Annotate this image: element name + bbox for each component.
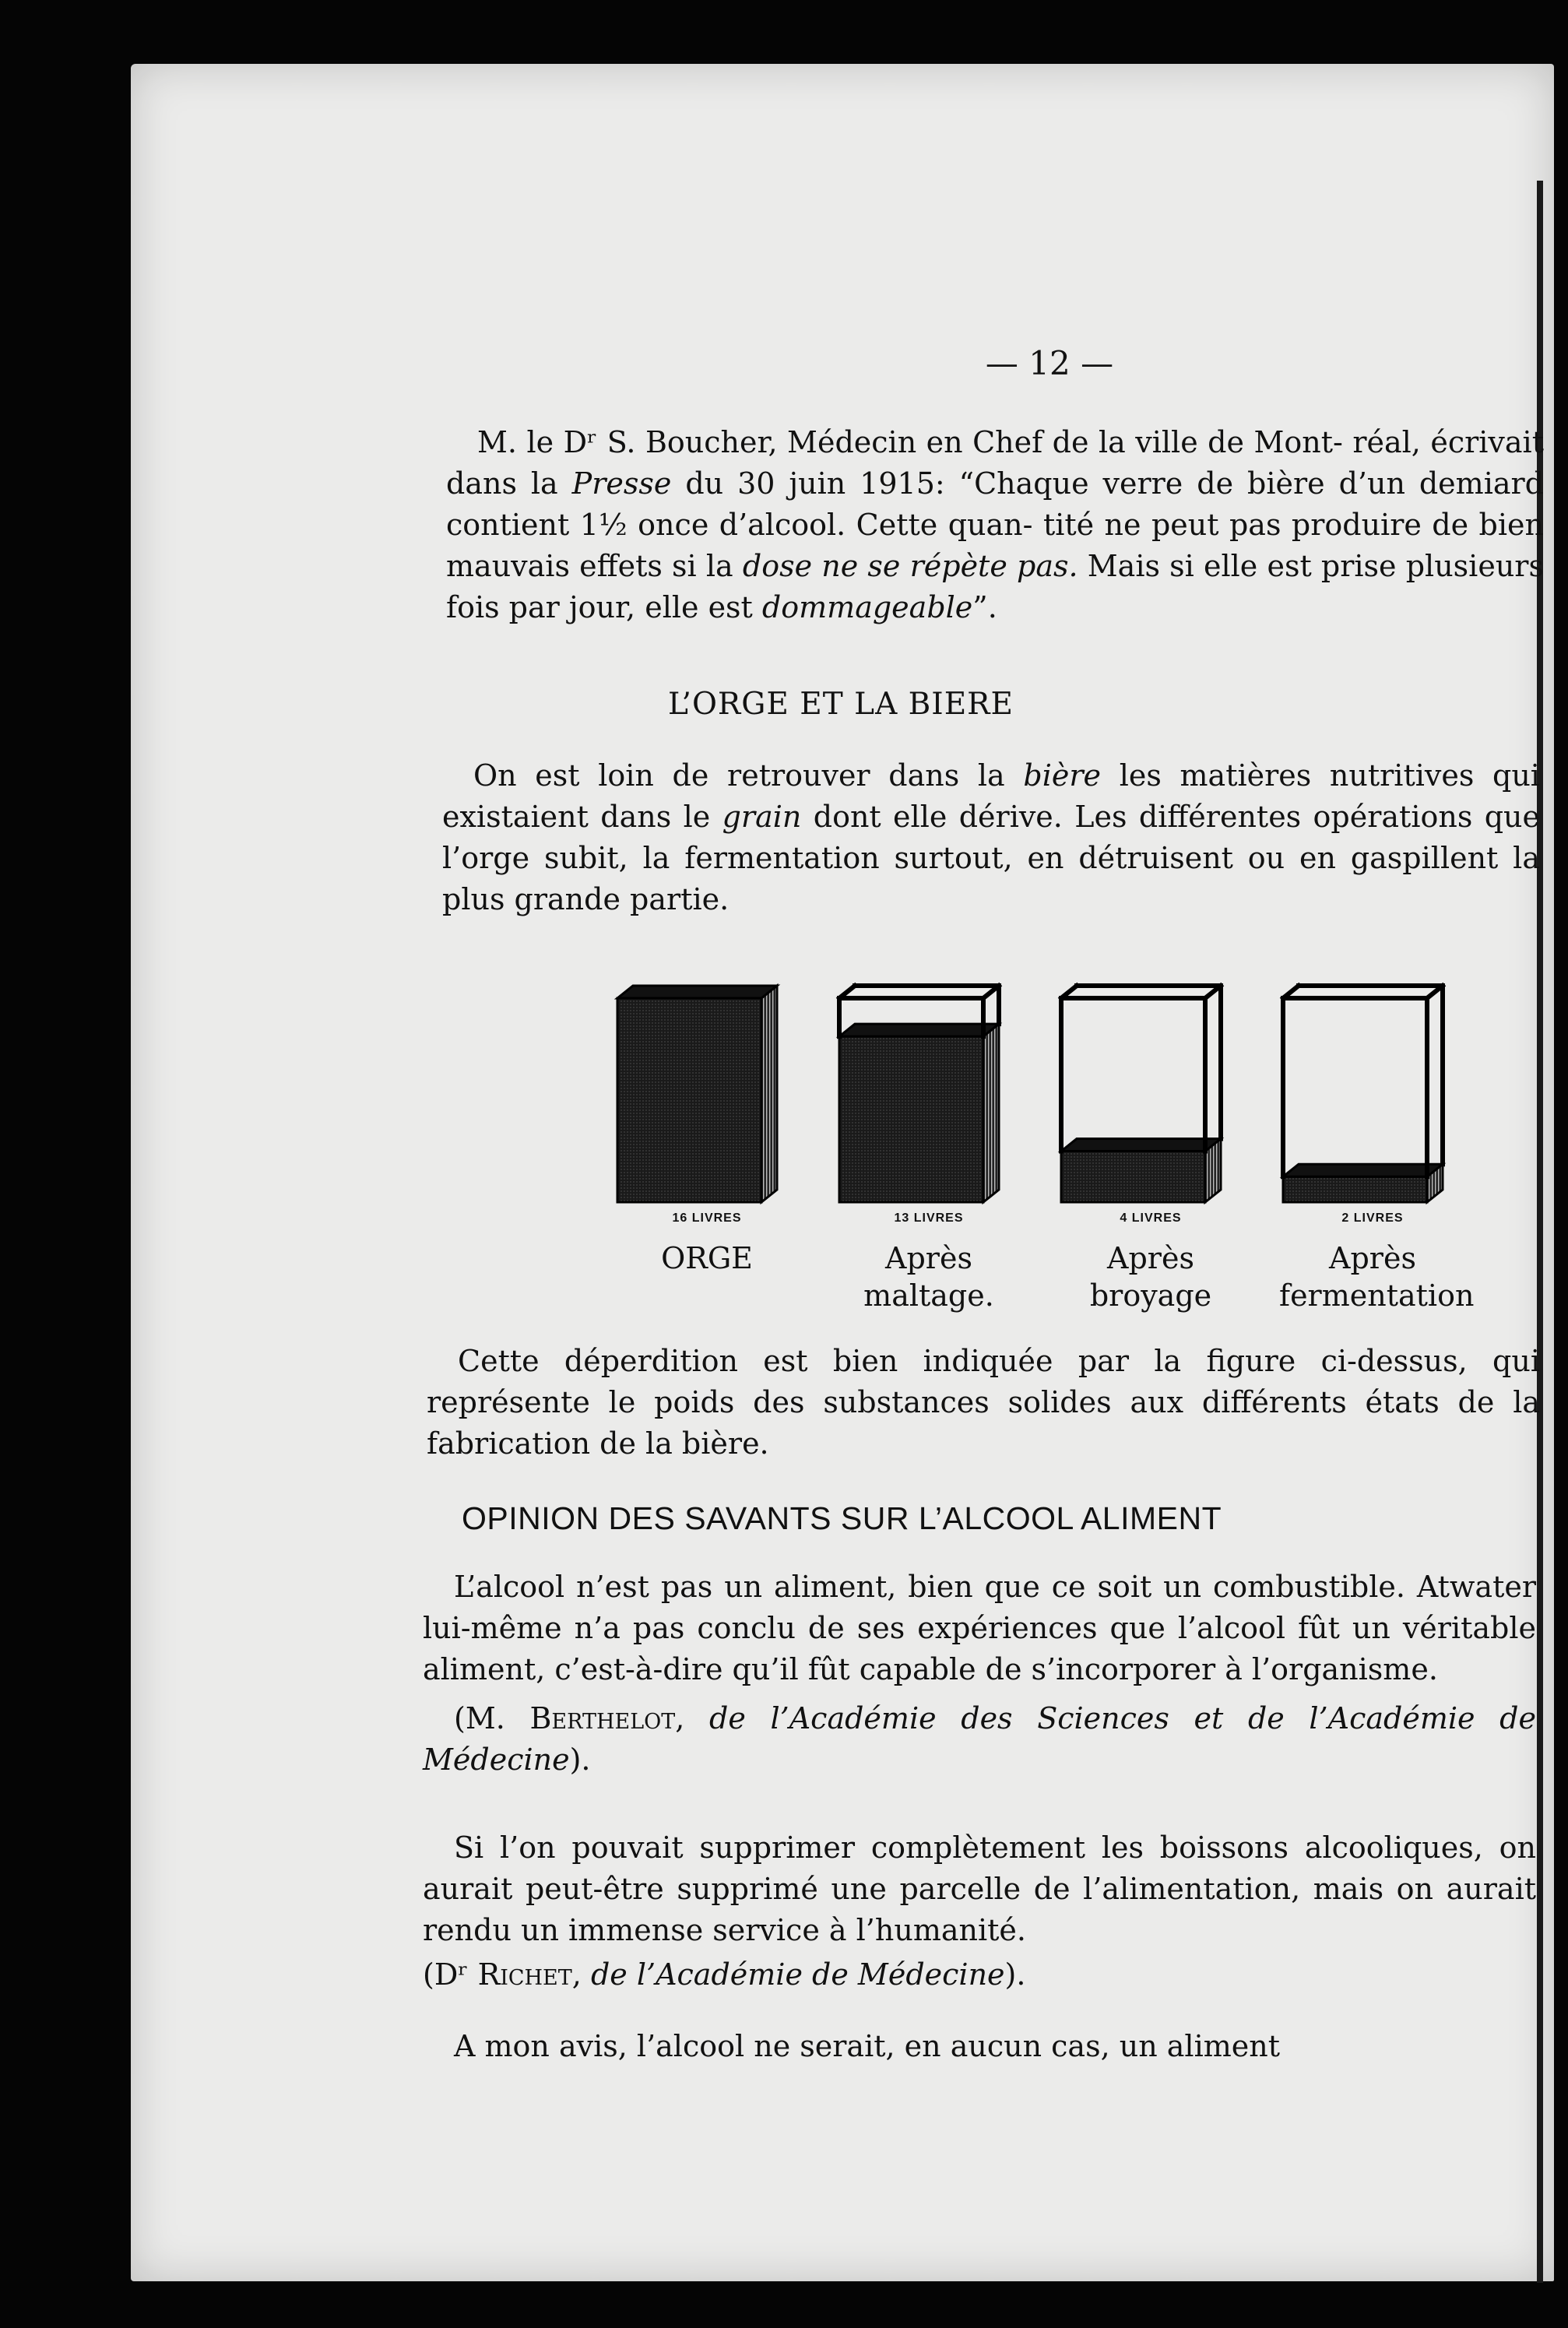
after-figure-text: Cette déperdition est bien indiquée par la figure ci-dessus, qui représente le poids des substances solides aux différents états de la fabrication de la bière. <box>427 1344 1540 1461</box>
figure-item-fermentation <box>1279 975 1475 1314</box>
caption-maltage: Après maltage. <box>863 1241 994 1313</box>
attrib2-comma: , <box>571 1957 591 1992</box>
box-maltage <box>835 975 1007 1208</box>
attrib-richet <box>423 1954 1536 1996</box>
attrib1-comma: , <box>675 1701 710 1735</box>
attrib2-name: Richet <box>477 1957 572 1992</box>
caption-orge: ORGE <box>661 1241 753 1275</box>
intro-text-5: tité ne peut pas produire de bien mauvais effets si la <box>446 508 1544 583</box>
barley-weight-figure <box>613 975 1501 1341</box>
intro-dose: dose ne se répète pas. <box>742 549 1078 583</box>
weight-label-orge: 16 LIVRES <box>672 1211 742 1225</box>
box-orge <box>613 975 785 1208</box>
intro-dommageable: dommageable <box>761 590 973 624</box>
figure-item-broyage <box>1057 975 1244 1314</box>
box-fill-top <box>617 986 777 998</box>
quote-berthelot <box>423 1567 1536 1781</box>
intro-line-1: M. le Dʳ S. Boucher, Médecin en Chef de la ville de Mont- <box>477 425 1343 459</box>
attrib1-title: de l’Académie des Sciences et de l’Académie de Médecine <box>423 1701 1536 1777</box>
s1-text-3: dont elle dérive. Les différentes opérations que l’orge subit, la fermentation surtout, en détruisent ou en gaspillent la plus grande partie. <box>442 800 1540 916</box>
box-fill-front <box>1283 1176 1427 1202</box>
weight-label-broyage: 4 LIVRES <box>1120 1211 1182 1225</box>
box-fill-front <box>839 1036 983 1202</box>
box-fill-front <box>617 998 761 1202</box>
quote1-text: L’alcool n’est pas un aliment, bien que ce soit un combustible. Atwater lui-même n’a pas conclu de ses expériences que l’alcool fût un véritable aliment, c’est-à-dire qu’il fût capable de s’incorporer à l’organisme. <box>423 1570 1536 1686</box>
intro-text-7: Mais si elle est prise plusieurs fois par jour, <box>446 549 1544 624</box>
after-figure-paragraph <box>427 1341 1540 1465</box>
box-broyage <box>1057 975 1229 1208</box>
figure-item-maltage <box>835 975 1022 1314</box>
attrib1-close: ). <box>569 1742 591 1777</box>
caption-broyage: Après broyage <box>1089 1241 1212 1313</box>
weight-label-maltage: 13 LIVRES <box>894 1211 964 1225</box>
quote-richet <box>423 1827 1536 1996</box>
intro-presse: Presse <box>571 466 672 501</box>
intro-text-8: elle est <box>645 590 753 624</box>
intro-text-4: de bière d’un demiard contient 1½ once d’alcool. Cette quan- <box>446 466 1545 542</box>
s1-text-2: les matières nutritives qui existaient dans le <box>442 758 1540 834</box>
attrib1-name: Berthelot <box>529 1701 676 1735</box>
section1-paragraph <box>442 755 1540 920</box>
box-fill-side <box>761 986 777 1202</box>
caption-fermentation: Après fermentation <box>1279 1241 1475 1313</box>
box-fill-side <box>983 1024 999 1202</box>
final-text: A mon avis, l’alcool ne serait, en aucun cas, un aliment <box>454 2029 1280 2063</box>
final-paragraph <box>423 2026 1536 2067</box>
document-page <box>131 64 1554 2281</box>
intro-close-quote: ”. <box>972 590 997 624</box>
quote2-text: Si l’on pouvait supprimer complètement les boissons alcooliques, on aurait peut-être supprimé une parcelle de l’alimentation, mais on aurait rendu un immense service à l’humanité. <box>423 1830 1536 1947</box>
page-number: — 12 — <box>985 344 1114 382</box>
attrib2-title: de l’Académie de Médecine <box>590 1957 1005 1992</box>
attrib2-close: ). <box>1004 1957 1026 1992</box>
attrib-berthelot <box>423 1698 1536 1781</box>
figure-item-orge <box>613 975 800 1277</box>
attrib2-open: (Dʳ <box>423 1957 478 1992</box>
box-fill-top <box>839 1024 999 1036</box>
s1-text-1: On est loin de retrouver dans la <box>473 758 1005 793</box>
section-title-opinion: OPINION DES SAVANTS SUR L’ALCOOL ALIMENT <box>462 1500 1222 1536</box>
attrib1-open: (M. <box>454 1701 530 1735</box>
intro-paragraph <box>446 422 1544 628</box>
weight-label-fermentation: 2 LIVRES <box>1341 1211 1404 1225</box>
section-title-orge-biere: L’ORGE ET LA BIERE <box>668 687 1014 722</box>
box-fill-top <box>1283 1164 1443 1176</box>
s1-biere: bière <box>1023 758 1102 793</box>
box-fill-front <box>1061 1152 1205 1203</box>
s1-grain: grain <box>722 800 802 834</box>
box-fermentation <box>1279 975 1450 1208</box>
box-fill-top <box>1061 1139 1221 1152</box>
intro-text-3: du 30 juin 1915: “Chaque verre <box>685 466 1183 501</box>
intro-text-2: réal, écrivait dans la <box>446 425 1544 501</box>
